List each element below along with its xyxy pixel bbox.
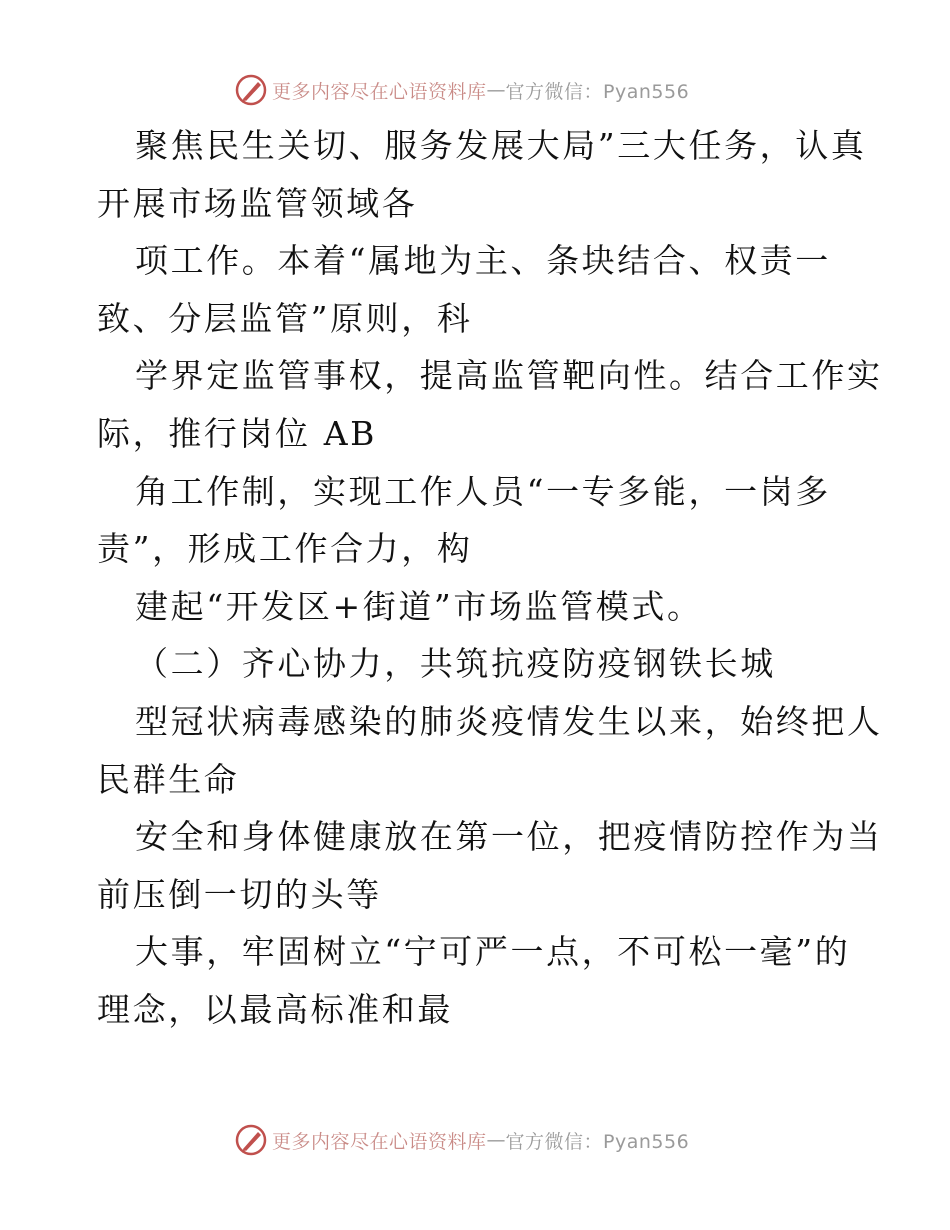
header-watermark bbox=[234, 72, 689, 108]
text-line: 责”，形成工作合力，构 bbox=[97, 529, 473, 569]
text-line: 安全和身体健康放在第一位，把疫情防控作为当 bbox=[135, 817, 883, 857]
footer-watermark bbox=[234, 1122, 689, 1158]
watermark-contact: 官方微信：Pyan556 bbox=[505, 1130, 690, 1153]
quill-pen-icon bbox=[234, 73, 268, 107]
text-line: 建起“开发区+街道”市场监管模式。 bbox=[135, 586, 703, 626]
text-line: 理念，以最高标准和最 bbox=[97, 989, 453, 1029]
text-line: 民群生命 bbox=[97, 759, 240, 799]
text-line: 大事，牢固树立“宁可严一点，不可松一毫”的 bbox=[135, 932, 851, 972]
watermark-separator: — bbox=[486, 79, 506, 101]
watermark-text: 更多内容尽在心语资料库 bbox=[272, 1130, 487, 1153]
text-line: 学界定监管事权，提高监管靶向性。结合工作实 bbox=[135, 356, 883, 396]
watermark-separator: — bbox=[486, 1129, 506, 1151]
text-line: 型冠状病毒感染的肺炎疫情发生以来，始终把人 bbox=[135, 701, 883, 741]
text-line: 开展市场监管领域各 bbox=[97, 183, 418, 223]
section-heading: （二）齐心协力，共筑抗疫防疫钢铁长城 bbox=[135, 644, 776, 684]
text-line: 际，推行岗位 AB bbox=[97, 413, 377, 453]
watermark-text: 更多内容尽在心语资料库 bbox=[272, 80, 487, 103]
text-line: 角工作制，实现工作人员“一专多能，一岗多 bbox=[135, 471, 831, 511]
quill-pen-icon bbox=[234, 1123, 268, 1157]
text-line: 聚焦民生关切、服务发展大局”三大任务，认真 bbox=[135, 126, 867, 165]
text-line: 项工作。本着“属地为主、条块结合、权责一 bbox=[135, 241, 831, 281]
text-line: 前压倒一切的头等 bbox=[97, 874, 382, 914]
watermark-contact: 官方微信：Pyan556 bbox=[505, 80, 690, 103]
text-line: 致、分层监管”原则，科 bbox=[97, 298, 473, 338]
document-body bbox=[97, 117, 883, 1039]
